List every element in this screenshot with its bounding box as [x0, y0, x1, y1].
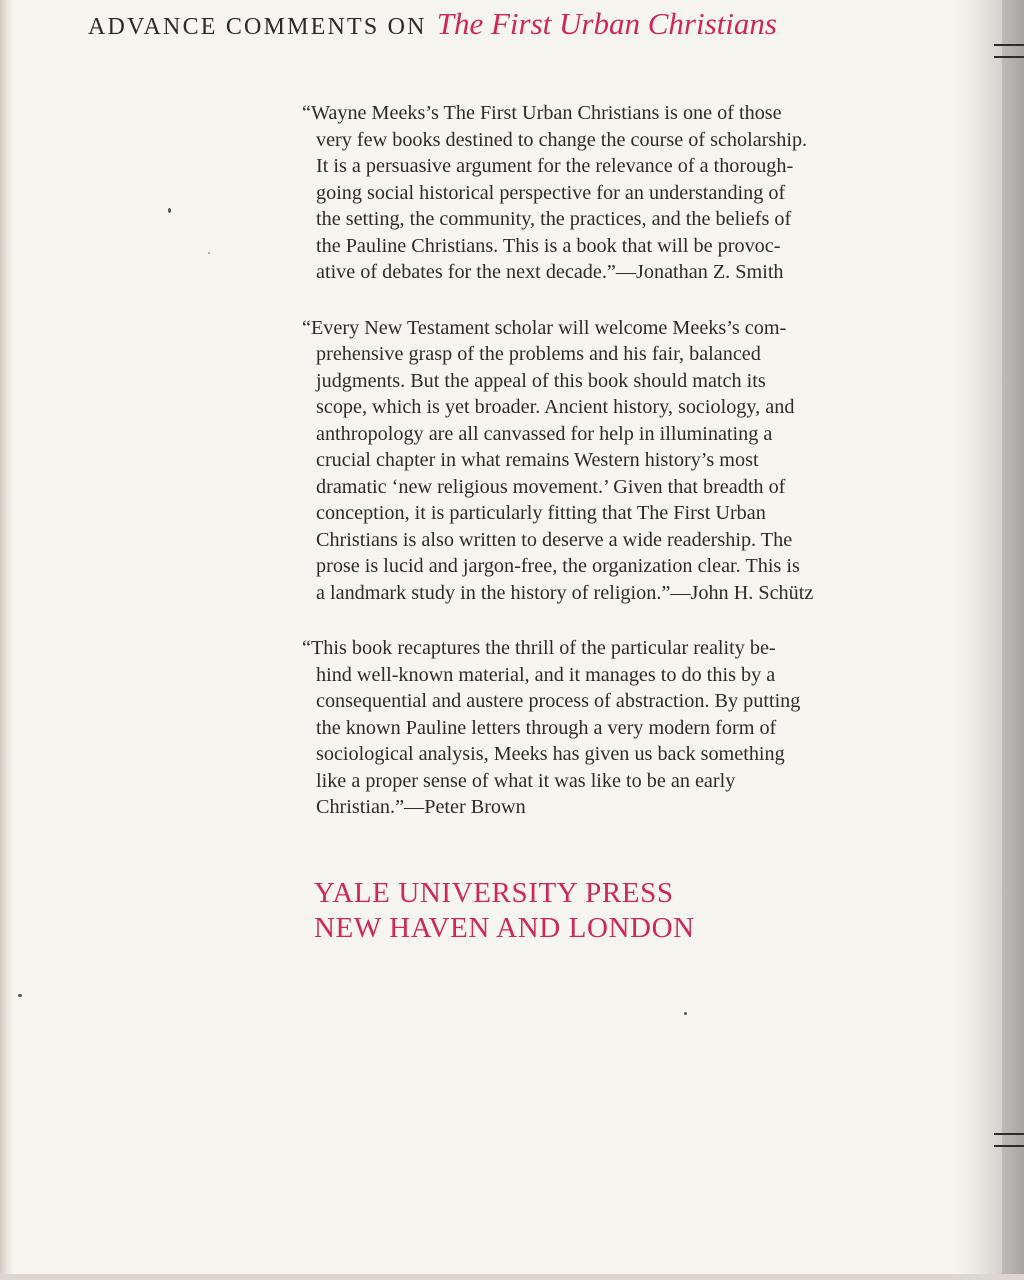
blurb-line: prose is lucid and jargon-free, the organization clear. This is — [316, 555, 800, 577]
blurb-line: very few books destined to change the course of scholarship. — [316, 128, 808, 151]
blurb-line: sociological analysis, Meeks has given us back something — [316, 743, 785, 765]
paper-speck — [684, 1012, 687, 1015]
paper-speck — [168, 208, 171, 213]
blurb-jonathan-z-smith — [302, 100, 902, 286]
heading-caps: ADVANCE COMMENTS ON — [88, 14, 427, 40]
blurb-line: Christian.”—Peter Brown — [316, 796, 526, 818]
blurb-line: ative of debates for the next decade.”—Jonathan Z. Smith — [316, 261, 784, 283]
advance-comments — [302, 100, 902, 850]
blurb-line: It is a persuasive argument for the relevance of a thorough- — [316, 155, 794, 177]
heading-book-title: The First Urban Christians — [436, 6, 777, 41]
blurb-line: Christians is also written to deserve a wide readership. The — [316, 528, 793, 551]
blurb-line: scope, which is yet broader. Ancient history, sociology, and — [316, 396, 795, 418]
publisher-name: YALE UNIVERSITY PRESS — [314, 877, 674, 909]
blurb-line: hind well-known material, and it manages to do this by a — [316, 663, 776, 686]
blurb-john-h-schutz — [302, 315, 902, 607]
bottom-edge — [0, 1274, 1024, 1280]
blurb-line: anthropology are all canvassed for help in illuminating a — [316, 422, 773, 445]
blurb-line: a landmark study in the history of religion.”—John H. Schütz — [316, 581, 814, 604]
blurb-line: the Pauline Christians. This is a book that will be provoc- — [316, 234, 781, 257]
blurb-line: crucial chapter in what remains Western history’s most — [316, 449, 759, 471]
blurb-line: the setting, the community, the practices, and the beliefs of — [316, 208, 792, 230]
publisher-imprint — [314, 876, 695, 946]
publisher-location: NEW HAVEN AND LONDON — [314, 912, 695, 944]
blurb-line: “Every New Testament scholar will welcome Meeks’s com- — [302, 316, 787, 339]
left-worn-edge — [0, 0, 14, 1280]
blurb-line: conception, it is particularly fitting that The First Urban — [316, 502, 766, 524]
blurb-line: prehensive grasp of the problems and his fair, balanced — [316, 343, 761, 365]
blurb-peter-brown — [302, 635, 902, 821]
blurb-line: “This book recaptures the thrill of the particular reality be- — [302, 637, 776, 659]
blurb-line: like a proper sense of what it was like to be an early — [316, 769, 736, 792]
spine-fold-mark-top — [994, 44, 1024, 58]
paper-speck — [18, 994, 22, 997]
spine-fold-mark-bottom — [994, 1133, 1024, 1147]
blurb-line: judgments. But the appeal of this book should match its — [316, 369, 766, 392]
blurb-line: going social historical perspective for an understanding of — [316, 181, 786, 204]
right-spine-edge — [1002, 0, 1024, 1280]
blurb-line: “Wayne Meeks’s The First Urban Christians is one of those — [302, 102, 782, 124]
blurb-line: the known Pauline letters through a very modern form of — [316, 716, 777, 739]
paper-speck — [208, 252, 210, 254]
page-heading — [88, 6, 777, 42]
blurb-line: dramatic ‘new religious movement.’ Given that breadth of — [316, 475, 786, 498]
blurb-line: consequential and austere process of abstraction. By putting — [316, 690, 801, 712]
